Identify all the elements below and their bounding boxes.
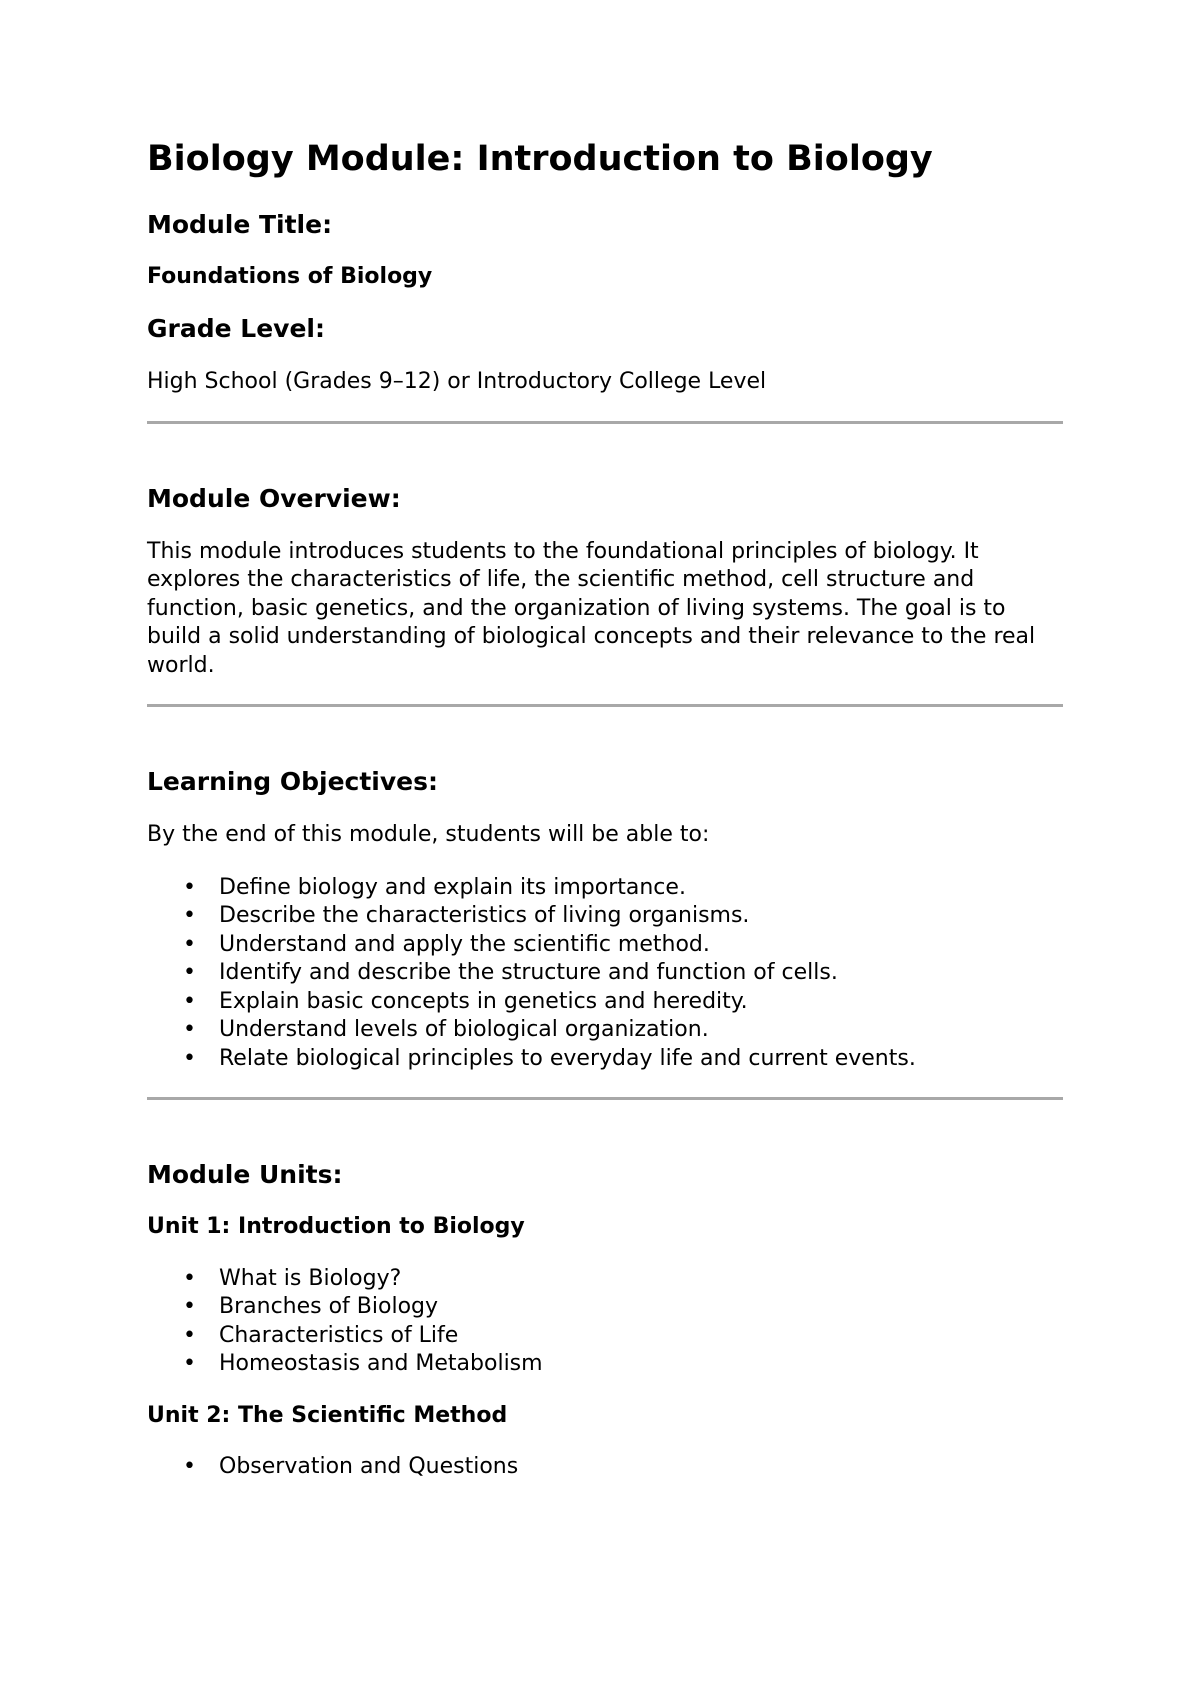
list-item: • Identify and describe the structure and function of cells. bbox=[219, 959, 1063, 988]
list-item: • Understand and apply the scientific method. bbox=[219, 931, 1063, 960]
list-item: • What is Biology? bbox=[219, 1265, 1063, 1294]
list-item: • Homeostasis and Metabolism bbox=[219, 1350, 1063, 1379]
list-item: • Characteristics of Life bbox=[219, 1322, 1063, 1351]
grade-level-value: High School (Grades 9–12) or Introductory College Level bbox=[147, 369, 767, 395]
document-title: Biology Module: Introduction to Biology bbox=[147, 139, 933, 179]
divider bbox=[147, 704, 1063, 707]
units-heading: Module Units: bbox=[147, 1160, 343, 1190]
list-item: • Define biology and explain its importance. bbox=[219, 874, 1063, 903]
list-item: • Observation and Questions bbox=[219, 1453, 1063, 1482]
unit-1-list bbox=[147, 1265, 1063, 1379]
unit-2-title: Unit 2: The Scientific Method bbox=[147, 1402, 508, 1428]
list-item: • Understand levels of biological organization. bbox=[219, 1016, 1063, 1045]
document-page bbox=[147, 138, 1063, 1506]
overview-heading: Module Overview: bbox=[147, 483, 401, 513]
unit-1-title: Unit 1: Introduction to Biology bbox=[147, 1214, 525, 1240]
objectives-list bbox=[147, 874, 1063, 1074]
divider bbox=[147, 421, 1063, 424]
list-item: • Branches of Biology bbox=[219, 1293, 1063, 1322]
list-item: • Relate biological principles to everyday life and current events. bbox=[219, 1045, 1063, 1074]
module-title-value: Foundations of Biology bbox=[147, 264, 433, 289]
list-item: • Explain basic concepts in genetics and heredity. bbox=[219, 988, 1063, 1017]
unit-2-list bbox=[147, 1453, 1063, 1482]
overview-text: This module introduces students to the foundational principles of biology. It explores the characteristics of life, the scientific method, cell structure and function, basic genetics, and the organization of living systems. The goal is to build a solid understanding of biological concepts and their relevance to the real world. bbox=[147, 538, 1036, 678]
list-item: • Describe the characteristics of living organisms. bbox=[219, 902, 1063, 931]
objectives-intro: By the end of this module, students will be able to: bbox=[147, 822, 710, 848]
grade-level-heading: Grade Level: bbox=[147, 314, 325, 344]
objectives-heading: Learning Objectives: bbox=[147, 767, 438, 797]
divider bbox=[147, 1097, 1063, 1100]
module-title-heading: Module Title: bbox=[147, 210, 333, 239]
